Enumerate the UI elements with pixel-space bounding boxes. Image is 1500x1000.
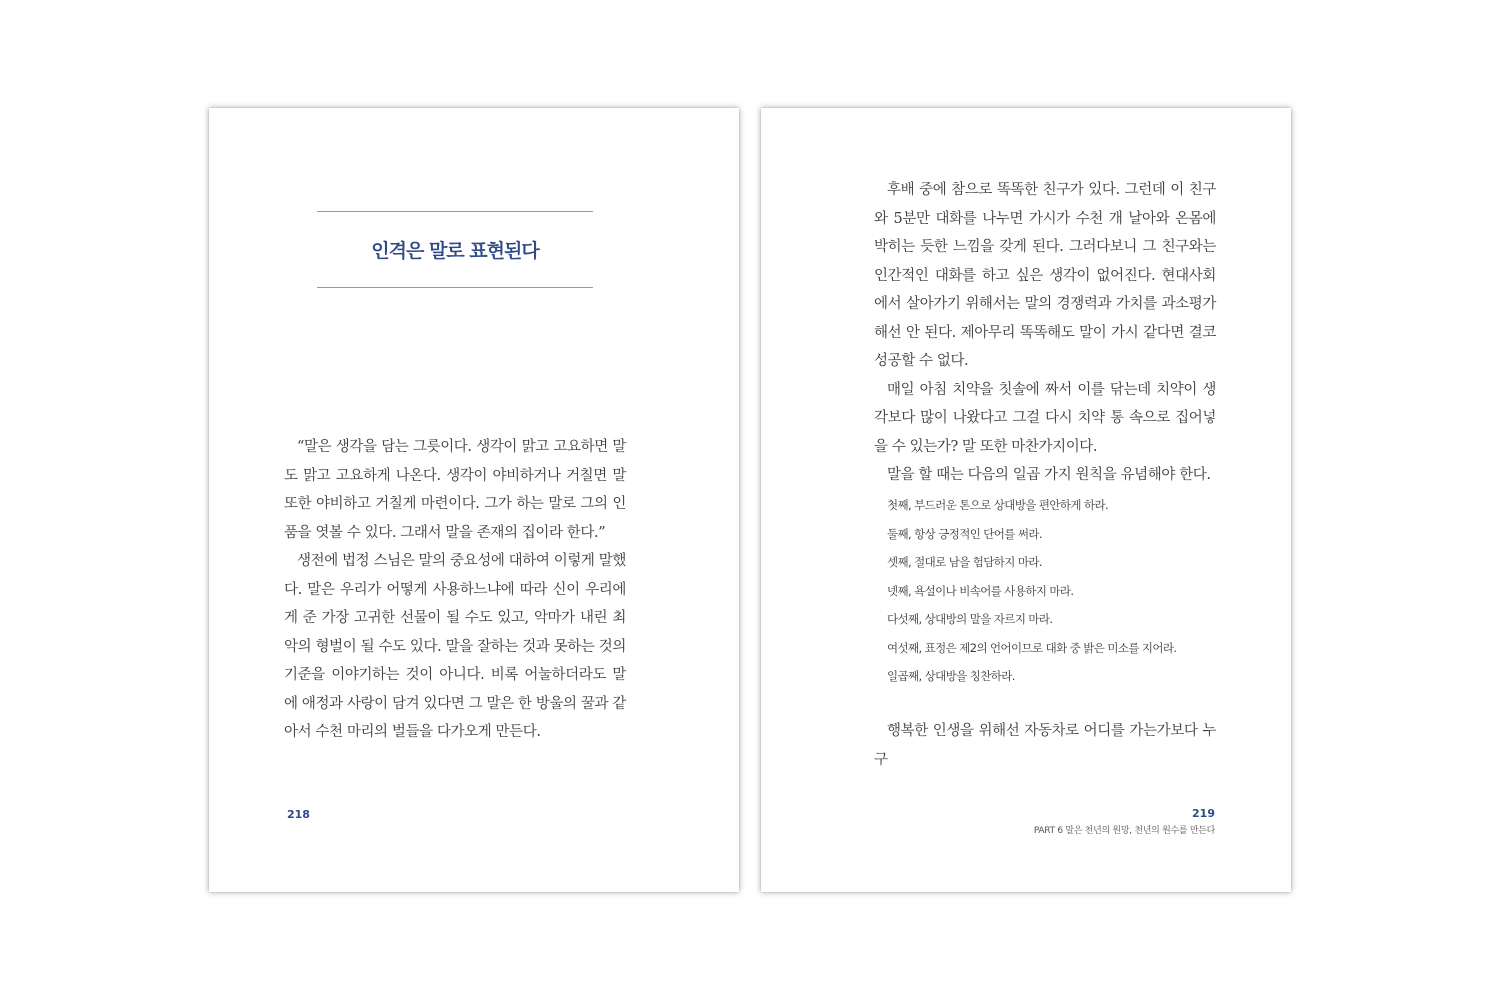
rule-item-1: 첫째, 부드러운 톤으로 상대방을 편안하게 하라. bbox=[887, 498, 1109, 512]
right-paragraph-1: 후배 중에 참으로 똑똑한 친구가 있다. 그런데 이 친구와 5분만 대화를 나누면 가시가 수천 개 날아와 온몸에 박히는 듯한 느낌을 갖게 된다. 그러다보니 그 친구와는 인간적인 대화를 하고 싶은 생각이 없어진다. 현대사회에서 살아가기 위해서는 말의 경쟁력과 가치를 과소평가해선 안 된다. 제아무리 똑똑해도 말이 가시 같다면 결코 성공할 수 없다. bbox=[874, 182, 1216, 369]
chapter-title: 인격은 말로 표현된다 bbox=[371, 240, 539, 262]
right-page bbox=[761, 108, 1291, 892]
rule-item-3: 셋째, 절대로 남을 험담하지 마라. bbox=[887, 555, 1042, 569]
right-page-body bbox=[874, 176, 1216, 490]
left-page bbox=[209, 108, 739, 892]
page-number-right: 219 bbox=[1192, 807, 1215, 820]
rule-item-7: 일곱째, 상대방을 칭찬하라. bbox=[887, 669, 1015, 683]
page-number-left: 218 bbox=[287, 808, 310, 821]
seven-rules-list bbox=[887, 491, 1227, 691]
rule-item-5: 다섯째, 상대방의 말을 자르지 마라. bbox=[887, 612, 1053, 626]
rule-item-4: 넷째, 욕설이나 비속어를 사용하지 마라. bbox=[887, 583, 1074, 598]
rule-item-2: 둘째, 항상 긍정적인 단어를 써라. bbox=[887, 526, 1042, 541]
chapter-title-block bbox=[317, 211, 593, 288]
running-footer: PART 6 말은 천년의 원망, 천년의 원수를 만든다 bbox=[1033, 826, 1215, 836]
left-paragraph-2: 생전에 법정 스님은 말의 중요성에 대하여 이렇게 말했다. 말은 우리가 어떻게 사용하느냐에 따라 신이 우리에게 준 가장 고귀한 선물이 될 수도 있고, 악마가 내린 최악의 형벌이 될 수도 있다. 말을 잘하는 것과 못하는 것의 기준을 이야기하는 것이 아니다. 비록 어눌하더라도 말에 애정과 사랑이 담겨 있다면 그 말은 한 방울의 꿀과 같아서 수천 마리의 벌들을 다가오게 만든다. bbox=[284, 553, 626, 740]
left-paragraph-quote: “말은 생각을 담는 그릇이다. 생각이 맑고 고요하면 말도 맑고 고요하게 나온다. 생각이 야비하거나 거칠면 말 또한 야비하고 거칠게 마련이다. 그가 하는 말로 그의 인품을 엿볼 수 있다. 그래서 말을 존재의 집이라 한다.” bbox=[284, 439, 626, 541]
right-paragraph-2: 매일 아침 치약을 칫솔에 짜서 이를 닦는데 치약이 생각보다 많이 나왔다고 그걸 다시 치약 통 속으로 집어넣을 수 있는가? 말 또한 마찬가지이다. bbox=[874, 381, 1216, 455]
left-page-body bbox=[284, 433, 626, 747]
closing-paragraph: 행복한 인생을 위해선 자동차로 어디를 가는가보다 누구 bbox=[874, 723, 1216, 768]
closing-paragraph-wrapper bbox=[874, 717, 1216, 774]
right-paragraph-3: 말을 할 때는 다음의 일곱 가지 원칙을 유념해야 한다. bbox=[887, 467, 1211, 483]
rule-item-6: 여섯째, 표정은 제2의 언어이므로 대화 중 밝은 미소를 지어라. bbox=[887, 640, 1177, 655]
